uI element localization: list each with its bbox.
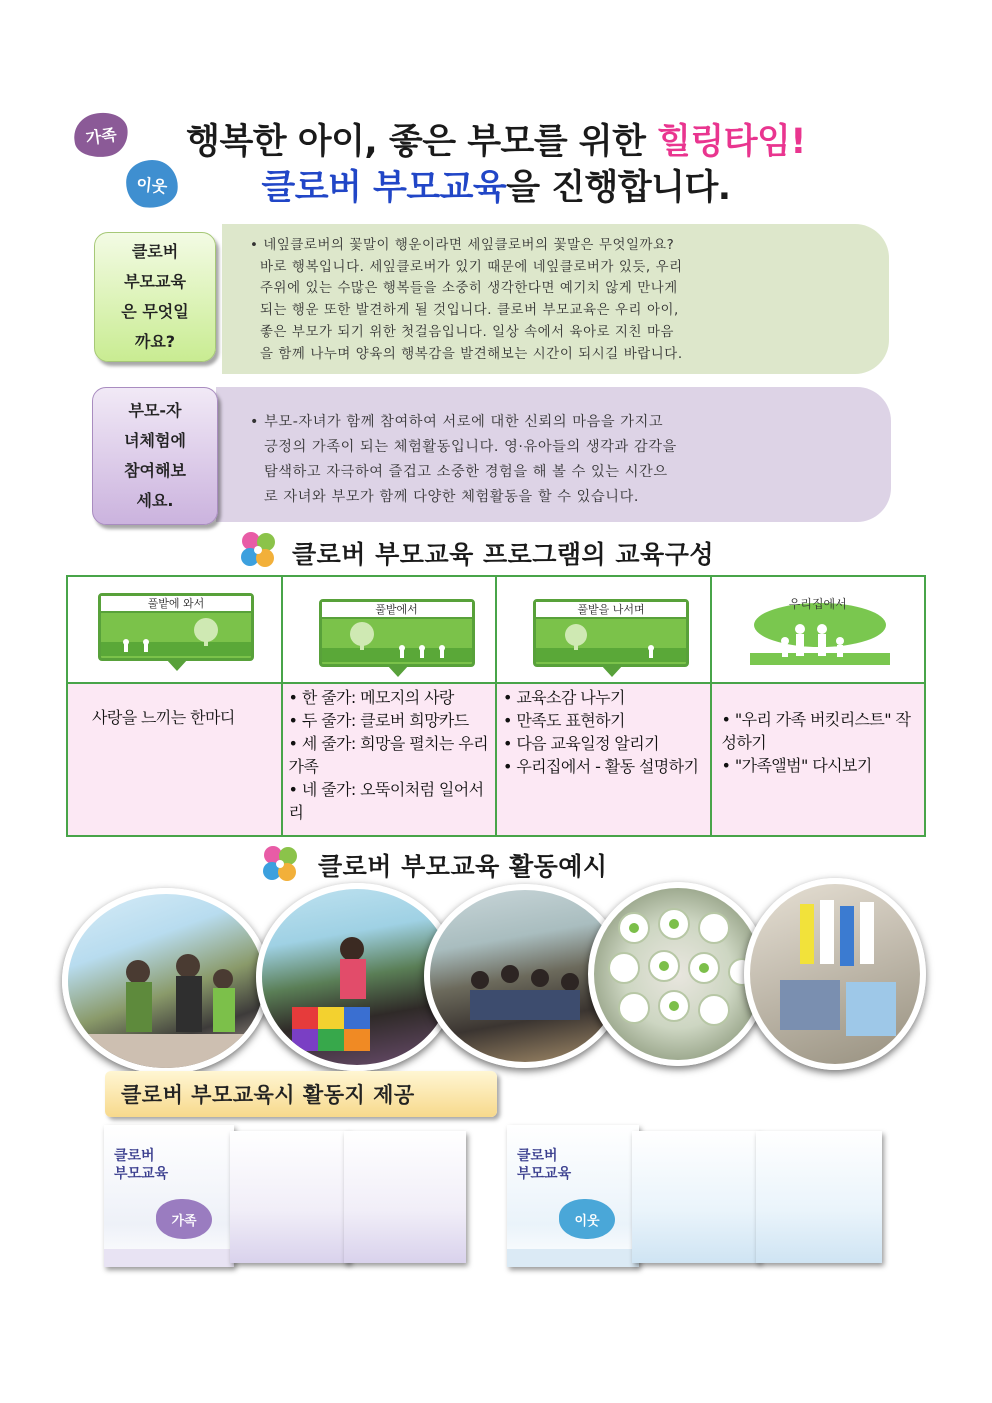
stage-badge (533, 599, 689, 667)
worksheets-heading: 클로버 부모교육시 활동지 제공 (105, 1071, 497, 1117)
stage-badge-tail (387, 665, 409, 677)
stage-badge (319, 599, 475, 667)
stage-badge-tail (166, 659, 188, 671)
program-heading: 클로버 부모교육 프로그램의 교육구성 (292, 540, 715, 569)
worksheet-footer (104, 1249, 234, 1267)
stage-detail-item: • 교육소감 나누기 (503, 687, 625, 707)
meadow-illustration (101, 612, 251, 656)
program-detail-row (67, 683, 925, 836)
experience-text-line: 탐색하고 자극하여 즐겁고 소중한 경험을 해 볼 수 있는 시간으 (264, 464, 668, 480)
photo-classroom (62, 888, 270, 1074)
intro-text-line: 을 함께 나누며 양육의 행복감을 발견해보는 시간이 되시길 바랍니다. (260, 346, 683, 362)
stage-detail-item: • 세 줄가: 희망을 펼치는 우리가족 (288, 733, 488, 776)
stage-detail-item: • "우리 가족 버킷리스트" 작성하기 (721, 709, 911, 752)
experience-text-line: 로 자녀와 부모가 함께 다양한 체험활동을 할 수 있습니다. (264, 489, 640, 505)
stage-cell (67, 576, 282, 683)
worksheet-page (344, 1131, 466, 1263)
intro-text (250, 235, 862, 365)
neighbor-badge-label: 이웃 (135, 173, 169, 197)
headline-line1-text: 행복한 아이, 좋은 부모를 위한 (186, 122, 658, 162)
stage-badge-tail (601, 665, 623, 677)
headline-line1 (0, 114, 992, 164)
photo-craft-supplies (744, 878, 926, 1070)
experience-text-line: 긍정의 가족이 되는 체험활동입니다. 영·유아들의 생각과 감각을 (264, 439, 677, 455)
stage-detail-cell (496, 683, 711, 836)
stage-label: 풀밭에 와서 (101, 596, 251, 613)
worksheet-page (756, 1131, 882, 1263)
worksheet-cover-badge: 이웃 (559, 1199, 615, 1239)
headline-highlight-pink: 힐링타임! (657, 122, 806, 162)
intro-tag-line: 까요? (134, 332, 176, 351)
program-table (66, 575, 926, 837)
intro-tag-line: 클로버 (131, 242, 179, 261)
activities-heading: 클로버 부모교육 활동예시 (318, 852, 608, 881)
headline-line2 (0, 160, 992, 210)
intro-text-line: 바로 행복입니다. 세잎클로버가 있기 때문에 네잎클로버가 있듯, 우리 (260, 259, 683, 275)
intro-tag (94, 232, 216, 362)
intro-tag-line: 부모교육 (124, 272, 186, 291)
food-cups-scene (594, 888, 762, 1060)
intro-text-line: 좋은 부모가 되기 위한 첫걸음입니다. 일상 속에서 육아로 지친 마음 (260, 324, 675, 340)
stage-cell (711, 576, 926, 683)
stage-label: 풀밭을 나서며 (536, 602, 686, 619)
stage-detail-cell (711, 683, 926, 836)
stage-detail-item: 사랑을 느끼는 한마디 (92, 707, 235, 727)
stage-detail-item: • 우리집에서 - 활동 설명하기 (503, 756, 699, 776)
stage-detail-list (497, 684, 710, 778)
experience-tag-line: 부모-자 (128, 401, 182, 420)
stage-label: 우리집에서 (788, 597, 847, 611)
worksheet-cover-title: 클로버 (517, 1148, 558, 1164)
stage-detail-item: • 한 줄가: 메모지의 사랑 (288, 687, 454, 707)
stage-detail-item: • 다음 교육일정 알리기 (503, 733, 659, 753)
clover-icon (236, 528, 280, 572)
experience-tag-line: 녀체험에 (124, 431, 186, 450)
stage-cell (282, 576, 497, 683)
family-badge-label: 가족 (84, 124, 118, 148)
experience-text (250, 410, 862, 510)
stage-detail-list (283, 684, 496, 824)
worksheet-cover-title: 클로버 (114, 1148, 155, 1164)
worksheet-cover-family (104, 1125, 234, 1267)
photo-food-cups (588, 882, 768, 1066)
intro-tag-line: 은 무엇일 (121, 302, 189, 321)
stage-label: 풀밭에서 (322, 602, 472, 619)
worksheet-footer (507, 1249, 639, 1267)
stage-cell (496, 576, 711, 683)
clover-icon (258, 842, 302, 886)
headline-line2-text: 을 진행합니다. (506, 168, 731, 208)
classroom-scene (68, 894, 264, 1068)
intro-text-line: 되는 행운 또한 발견하게 될 것입니다. 클로버 부모교육은 우리 아이, (260, 303, 679, 319)
program-stage-row (67, 576, 925, 683)
meadow-illustration (536, 618, 686, 662)
stage-detail-item: • 만족도 표현하기 (503, 710, 625, 730)
headline-highlight-blue: 클로버 부모교육 (261, 168, 507, 208)
stage-detail-cell (282, 683, 497, 836)
experience-text-line: • 부모-자녀가 함께 참여하여 서로에 대한 신뢰의 마음을 가지고 (250, 414, 664, 430)
stage-detail-list (712, 684, 925, 777)
stage-detail-item: • "가족앨범" 다시보기 (721, 755, 872, 775)
stage-badge (98, 593, 254, 661)
worksheet-cover-neighbor (507, 1125, 639, 1267)
experience-tag-line: 세요. (136, 491, 174, 510)
worksheet-page (632, 1131, 760, 1263)
craft-supplies-scene (750, 884, 920, 1064)
stage-detail-item: • 네 줄가: 오뚝이처럼 일어서리 (288, 779, 484, 822)
experience-tag-line: 참여해보 (124, 461, 186, 480)
intro-text-line: 주위에 있는 수많은 행복들을 소중히 생각한다면 예기치 않게 만나게 (260, 281, 678, 297)
meadow-illustration (322, 618, 472, 662)
worksheet-cover-badge: 가족 (156, 1199, 212, 1239)
worksheet-page (230, 1131, 350, 1263)
intro-text-line: • 네잎클로버의 꽃말이 행운이라면 세잎클로버의 꽃말은 무엇일까요? (250, 238, 675, 253)
worksheet-cover-title: 부모교육 (517, 1166, 572, 1182)
worksheet-cover-title: 부모교육 (114, 1166, 169, 1182)
stage-detail-item: • 두 줄가: 클로버 희망카드 (288, 710, 469, 730)
stage-detail-cell (67, 683, 282, 836)
experience-tag (92, 387, 218, 525)
